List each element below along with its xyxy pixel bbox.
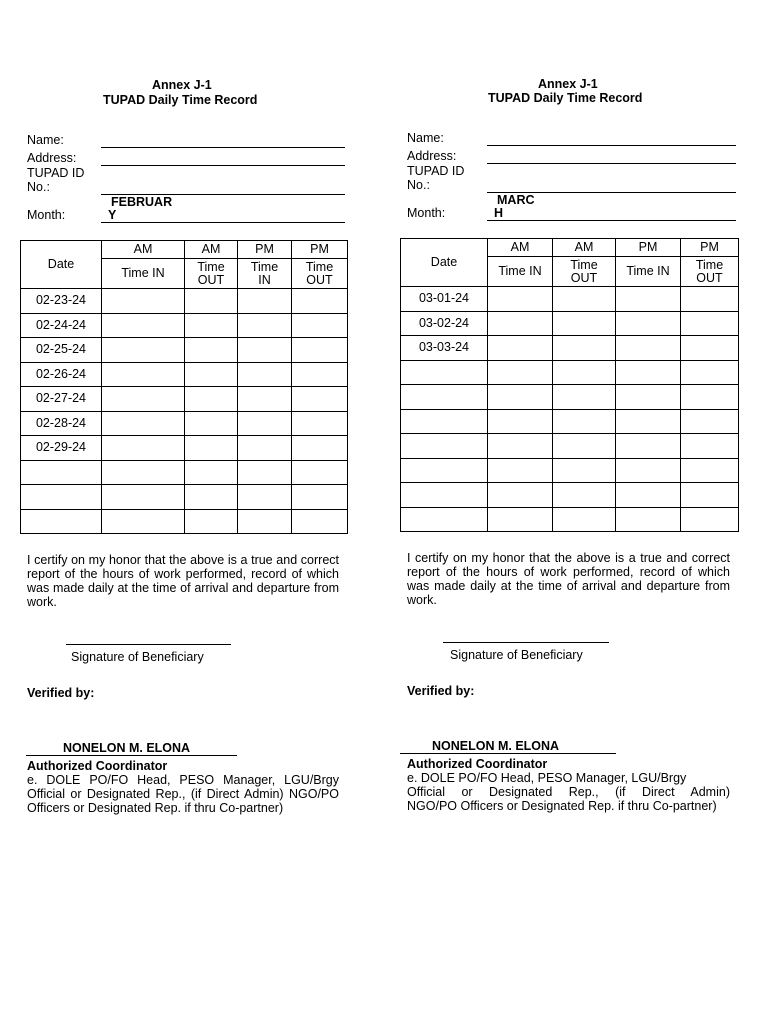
pm-time-in-cell[interactable]	[616, 311, 681, 336]
am-time-in-cell[interactable]	[488, 409, 553, 434]
pm-time-out-cell[interactable]	[681, 336, 739, 361]
am-time-out-cell[interactable]	[185, 289, 238, 314]
pm-time-in-cell[interactable]	[238, 313, 292, 338]
date-cell	[401, 507, 488, 532]
table-row	[401, 507, 739, 532]
am-time-in-cell[interactable]	[102, 436, 185, 461]
table-row	[21, 509, 348, 534]
am-time-out-header: Time OUT	[185, 259, 238, 289]
pm-time-in-header: Time IN	[616, 257, 681, 287]
pm-time-in-cell[interactable]	[616, 287, 681, 312]
date-cell: 03-03-24	[401, 336, 488, 361]
date-cell: 02-29-24	[21, 436, 102, 461]
form-title: TUPAD Daily Time Record	[488, 91, 643, 105]
pm-time-in-cell[interactable]	[616, 360, 681, 385]
pm-time-out-cell[interactable]	[681, 458, 739, 483]
name-field[interactable]	[487, 145, 736, 146]
month-field[interactable]	[487, 220, 736, 221]
table-row	[21, 338, 348, 363]
signature-line[interactable]	[443, 642, 609, 643]
pm-time-in-cell[interactable]	[616, 409, 681, 434]
pm-header: PM	[238, 241, 292, 259]
table-row	[21, 460, 348, 485]
am-time-in-cell[interactable]	[488, 507, 553, 532]
pm-header: PM	[681, 239, 739, 257]
am-time-out-cell[interactable]	[553, 360, 616, 385]
pm-time-in-cell[interactable]	[238, 509, 292, 534]
pm-time-in-cell[interactable]	[238, 289, 292, 314]
am-time-in-cell[interactable]	[488, 385, 553, 410]
date-cell	[21, 509, 102, 534]
tupad-id-no-label: No.:	[407, 178, 430, 192]
pm-time-out-cell[interactable]	[292, 338, 348, 363]
am-time-out-cell[interactable]	[185, 313, 238, 338]
pm-time-out-cell[interactable]	[292, 289, 348, 314]
am-time-in-cell[interactable]	[102, 411, 185, 436]
am-time-in-cell[interactable]	[488, 483, 553, 508]
date-cell: 02-26-24	[21, 362, 102, 387]
coordinator-title: Authorized Coordinator	[27, 759, 168, 773]
am-time-out-cell[interactable]	[553, 409, 616, 434]
pm-time-in-cell[interactable]	[238, 338, 292, 363]
name-field[interactable]	[101, 147, 345, 148]
certification-text: I certify on my honor that the above is a true and correct report of the hours of work performed, record of which was made daily at the time of arrival and departure from work.	[407, 551, 730, 607]
tupad-id-label: TUPAD ID	[407, 164, 465, 178]
signature-label: Signature of Beneficiary	[450, 648, 583, 662]
month-value-line1: MARC	[497, 193, 535, 207]
table-row	[21, 289, 348, 314]
am-time-out-cell[interactable]	[553, 385, 616, 410]
pm-time-in-header: Time IN	[238, 259, 292, 289]
pm-time-in-cell[interactable]	[616, 483, 681, 508]
am-time-in-cell[interactable]	[102, 338, 185, 363]
pm-time-out-cell[interactable]	[292, 362, 348, 387]
am-time-out-cell[interactable]	[553, 458, 616, 483]
name-label: Name:	[27, 133, 64, 147]
am-time-out-cell[interactable]	[553, 507, 616, 532]
am-time-out-cell[interactable]	[553, 483, 616, 508]
pm-time-in-cell[interactable]	[238, 460, 292, 485]
address-field[interactable]	[101, 165, 345, 166]
signature-line[interactable]	[66, 644, 231, 645]
date-cell	[401, 434, 488, 459]
pm-time-in-cell[interactable]	[238, 387, 292, 412]
pm-time-out-cell[interactable]	[681, 409, 739, 434]
pm-time-out-cell[interactable]	[681, 385, 739, 410]
am-time-out-cell[interactable]	[553, 287, 616, 312]
date-cell: 02-27-24	[21, 387, 102, 412]
date-cell	[401, 458, 488, 483]
coordinator-signature-line	[400, 753, 616, 754]
pm-time-out-header: Time OUT	[681, 257, 739, 287]
date-cell	[401, 385, 488, 410]
pm-time-out-cell[interactable]	[292, 436, 348, 461]
pm-time-out-cell[interactable]	[681, 287, 739, 312]
table-row	[401, 409, 739, 434]
annex-label: Annex J-1	[538, 77, 598, 91]
date-cell: 03-01-24	[401, 287, 488, 312]
am-time-in-cell[interactable]	[488, 287, 553, 312]
am-time-in-header: Time IN	[102, 259, 185, 289]
am-time-in-cell[interactable]	[102, 485, 185, 510]
am-time-out-cell[interactable]	[185, 436, 238, 461]
am-time-out-cell[interactable]	[185, 485, 238, 510]
date-cell	[21, 485, 102, 510]
month-label: Month:	[407, 206, 446, 220]
address-label: Address:	[27, 151, 77, 165]
am-time-in-cell[interactable]	[488, 336, 553, 361]
coordinator-name: NONELON M. ELONA	[432, 739, 560, 753]
month-value-line2: H	[494, 206, 504, 220]
pm-time-in-cell[interactable]	[238, 485, 292, 510]
am-time-out-cell[interactable]	[185, 460, 238, 485]
am-time-in-cell[interactable]	[102, 289, 185, 314]
month-label: Month:	[27, 208, 66, 222]
am-time-out-cell[interactable]	[185, 362, 238, 387]
am-header: AM	[185, 241, 238, 259]
am-header: AM	[488, 239, 553, 257]
pm-time-in-cell[interactable]	[238, 362, 292, 387]
am-time-in-cell[interactable]	[102, 509, 185, 534]
table-row	[21, 485, 348, 510]
coordinator-description-line3: NGO/PO Officers or Designated Rep. if thru Co-partner)	[407, 799, 717, 813]
am-time-out-cell[interactable]	[185, 387, 238, 412]
table-row	[401, 360, 739, 385]
date-cell	[401, 483, 488, 508]
pm-time-out-cell[interactable]	[292, 485, 348, 510]
pm-time-in-cell[interactable]	[616, 507, 681, 532]
form-title: TUPAD Daily Time Record	[103, 93, 258, 107]
am-time-out-cell[interactable]	[553, 311, 616, 336]
pm-time-out-cell[interactable]	[292, 509, 348, 534]
am-time-out-header: Time OUT	[553, 257, 616, 287]
pm-time-out-cell[interactable]	[681, 483, 739, 508]
am-header: AM	[553, 239, 616, 257]
table-row	[401, 434, 739, 459]
signature-label: Signature of Beneficiary	[71, 650, 204, 664]
am-time-in-cell[interactable]	[102, 387, 185, 412]
date-cell	[21, 460, 102, 485]
pm-header: PM	[616, 239, 681, 257]
am-time-in-cell[interactable]	[102, 313, 185, 338]
certification-text: I certify on my honor that the above is a true and correct report of the hours of work performed, record of which was made daily at the time of arrival and departure from work.	[27, 553, 339, 609]
am-time-out-cell[interactable]	[185, 338, 238, 363]
pm-time-in-cell[interactable]	[616, 434, 681, 459]
pm-time-in-cell[interactable]	[616, 385, 681, 410]
date-cell: 02-24-24	[21, 313, 102, 338]
month-field[interactable]	[101, 222, 345, 223]
time-record-table	[400, 238, 739, 532]
am-time-out-cell[interactable]	[553, 434, 616, 459]
table-row	[21, 411, 348, 436]
pm-time-out-cell[interactable]	[292, 313, 348, 338]
am-time-in-cell[interactable]	[488, 458, 553, 483]
table-row	[21, 387, 348, 412]
am-time-in-cell[interactable]	[102, 362, 185, 387]
coordinator-description: e. DOLE PO/FO Head, PESO Manager, LGU/Brgy Official or Designated Rep., (if Direct Admin) NGO/PO Officers or Designated Rep. if thru Co-partner)	[27, 773, 339, 815]
pm-time-in-cell[interactable]	[238, 411, 292, 436]
am-time-out-cell[interactable]	[553, 336, 616, 361]
pm-time-out-cell[interactable]	[681, 311, 739, 336]
pm-time-out-cell[interactable]	[681, 507, 739, 532]
coordinator-title: Authorized Coordinator	[407, 757, 548, 771]
pm-header: PM	[292, 241, 348, 259]
table-row	[401, 287, 739, 312]
date-cell: 03-02-24	[401, 311, 488, 336]
am-time-in-header: Time IN	[488, 257, 553, 287]
address-field[interactable]	[487, 163, 736, 164]
am-time-in-cell[interactable]	[488, 311, 553, 336]
table-row	[401, 483, 739, 508]
date-cell: 02-28-24	[21, 411, 102, 436]
annex-label: Annex J-1	[152, 78, 212, 92]
am-time-in-cell[interactable]	[488, 434, 553, 459]
table-row	[21, 313, 348, 338]
pm-time-in-cell[interactable]	[616, 336, 681, 361]
tupad-id-no-label: No.:	[27, 180, 50, 194]
verified-by-label: Verified by:	[27, 686, 95, 700]
pm-time-out-cell[interactable]	[292, 387, 348, 412]
pm-time-out-cell[interactable]	[292, 411, 348, 436]
month-value-line1: FEBRUAR	[111, 195, 173, 209]
am-header: AM	[102, 241, 185, 259]
am-time-out-cell[interactable]	[185, 411, 238, 436]
pm-time-in-cell[interactable]	[616, 458, 681, 483]
coordinator-name: NONELON M. ELONA	[63, 741, 191, 755]
table-row	[21, 436, 348, 461]
table-row	[401, 458, 739, 483]
pm-time-out-header: Time OUT	[292, 259, 348, 289]
date-header: Date	[401, 239, 488, 287]
name-label: Name:	[407, 131, 444, 145]
address-label: Address:	[407, 149, 457, 163]
table-row	[401, 336, 739, 361]
am-time-in-cell[interactable]	[488, 360, 553, 385]
pm-time-out-cell[interactable]	[292, 460, 348, 485]
table-row	[401, 311, 739, 336]
tupad-id-label: TUPAD ID	[27, 166, 85, 180]
coordinator-signature-line	[26, 755, 237, 756]
am-time-in-cell[interactable]	[102, 460, 185, 485]
pm-time-in-cell[interactable]	[238, 436, 292, 461]
date-header: Date	[21, 241, 102, 289]
date-cell	[401, 409, 488, 434]
date-cell	[401, 360, 488, 385]
table-row	[401, 385, 739, 410]
pm-time-out-cell[interactable]	[681, 360, 739, 385]
date-cell: 02-23-24	[21, 289, 102, 314]
verified-by-label: Verified by:	[407, 684, 475, 698]
month-value-line2: Y	[108, 208, 117, 222]
table-row	[21, 362, 348, 387]
coordinator-description-line2: Official or Designated Rep., (if Direct Admin)	[407, 785, 730, 799]
coordinator-description-line1: e. DOLE PO/FO Head, PESO Manager, LGU/Brgy	[407, 771, 687, 785]
date-cell: 02-25-24	[21, 338, 102, 363]
pm-time-out-cell[interactable]	[681, 434, 739, 459]
am-time-out-cell[interactable]	[185, 509, 238, 534]
time-record-table	[20, 240, 348, 534]
